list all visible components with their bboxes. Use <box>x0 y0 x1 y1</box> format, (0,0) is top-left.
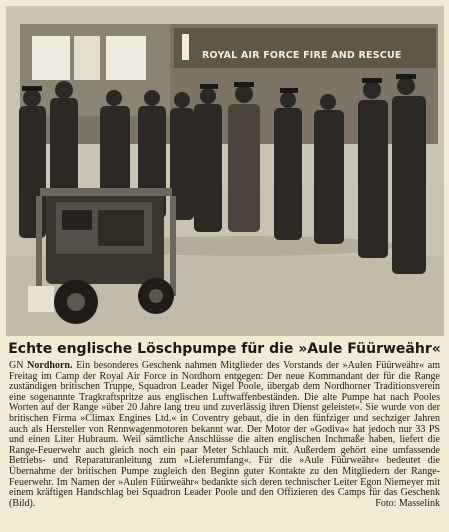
article-text: Ein besonderes Geschenk nahmen Mitglieder des Vorstands der »Aulen Füürweähr« am Freitag im Camp der Royal Air Force in Nordhorn entgegen: Der neue Kommandant der für die Range zuständigen britischen Truppe, Squadron Leader Nigel Poole, übergab dem Nordhorner Traditionsverein eine sogenannte Tragkraftspritze aus englischen Luftwaffenbeständen. Die alte Pumpe hat nach Pooles Worten auf der Range »über 20 Jahre lang treu und zuverlässig ihren Dienst geleistet«. Sie wurde von der britischen Firma »Climax Engines Ltd.« in Coventry gebaut, die in den fünfziger und sechziger Jahren auch als Hersteller von Rennwagenmotoren bekannt war. Der Motor der »Godiva« hat jedoch nur 33 PS und einen Liter Hubraum. Weil sämtliche Anschlüsse die alten englischen Inchmaße haben, liefert die Range-Feuerwehr auch gleich noch ein paar Meter Schlauch mit. Außerdem gehört eine umfassende Betriebs- und Reparaturanleitung zum »Lieferumfang«. Für die »Aule Füürweähr« bedeutet die Übernahme der britischen Pumpe zugleich den Beginn guter Kontakte zu den Mitgliedern der Range-Feuerwehr. Im Namen der »Aulen Füürweähr« bedankte sich deren technischer Leiter Egon Niemeyer mit einem kräftigen Handschlag bei Squadron Leader Poole und den Offizieren des Camps für das Geschenk (Bild). <box>9 361 440 509</box>
article-photo <box>6 6 444 336</box>
photo-credit: Foto: Masselink <box>375 497 440 509</box>
article-body <box>9 361 440 521</box>
dateline-prefix: GN <box>9 361 24 371</box>
article-headline: Echte englische Löschpumpe für die »Aule Füürweähr« <box>8 341 441 357</box>
truck-lettering: ROYAL AIR FORCE FIRE AND RESCUE <box>202 50 402 61</box>
dateline-place: Nordhorn. <box>27 361 73 371</box>
